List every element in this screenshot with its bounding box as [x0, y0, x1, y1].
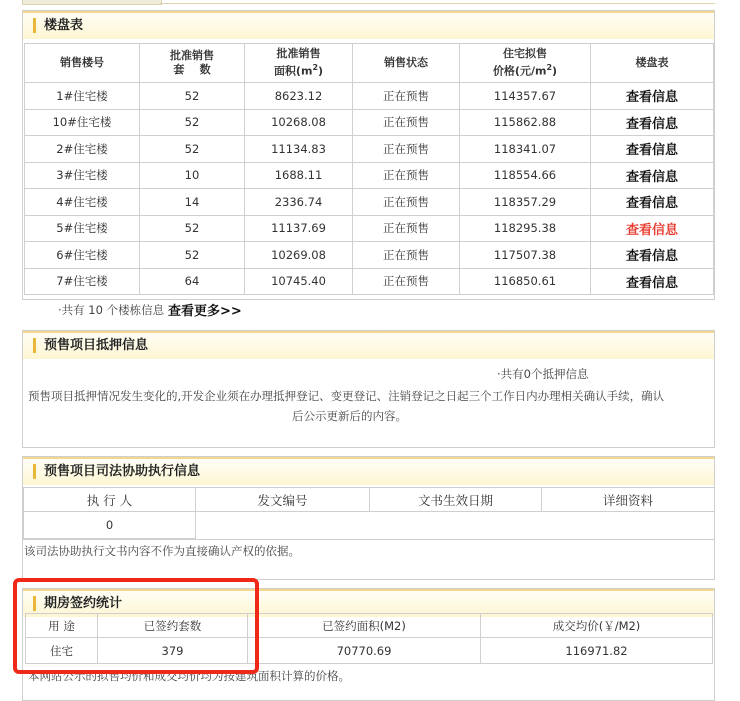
- judicial-table: [23, 487, 715, 539]
- judicial-note: 该司法协助执行文书内容不作为直接确认产权的依据。: [24, 544, 300, 558]
- loupan-cell-status: 正在预售: [353, 136, 460, 163]
- loupan-cell-building: 4#住宅楼: [25, 189, 140, 216]
- loupan-cell-status: 正在预售: [353, 83, 460, 110]
- top-divider: [160, 3, 715, 4]
- futures-col-area: 已签约面积(M2): [248, 614, 481, 638]
- loupan-cell-units: 52: [140, 136, 245, 163]
- view-info-link[interactable]: 查看信息: [591, 268, 714, 295]
- judicial-count: 0: [24, 512, 196, 539]
- judicial-col-detail: 详细资料: [542, 488, 715, 512]
- loupan-cell-status: 正在预售: [353, 215, 460, 242]
- loupan-cell-building: 6#住宅楼: [25, 242, 140, 269]
- loupan-cell-area: 11134.83: [245, 136, 353, 163]
- highlight-box: [13, 578, 259, 674]
- futures-units: 379: [98, 638, 248, 664]
- col-area-line2: 面积$(m^2)$: [273, 63, 324, 78]
- mortgage-title: 预售项目抵押信息: [33, 338, 148, 353]
- loupan-cell-units: 52: [140, 242, 245, 269]
- col-area-line1: 批准销售: [276, 47, 321, 61]
- loupan-row: [25, 242, 714, 269]
- loupan-cell-area: 8623.12: [245, 83, 353, 110]
- mortgage-header-bar: [23, 331, 714, 359]
- loupan-cell-price: 118295.38: [460, 215, 591, 242]
- col-loupan: 楼盘表: [591, 44, 714, 83]
- loupan-cell-building: 5#住宅楼: [25, 215, 140, 242]
- loupan-cell-area: 1688.11: [245, 162, 353, 189]
- col-price-line2: 价格(元$/m^2$): [492, 63, 558, 78]
- mortgage-count: ·共有0个抵押信息: [497, 367, 589, 381]
- loupan-cell-status: 正在预售: [353, 242, 460, 269]
- futures-col-units: 已签约套数: [98, 614, 248, 638]
- view-info-link[interactable]: 查看信息: [591, 83, 714, 110]
- view-info-link[interactable]: 查看信息: [591, 162, 714, 189]
- loupan-cell-area: 10269.08: [245, 242, 353, 269]
- loupan-cell-units: 10: [140, 162, 245, 189]
- loupan-cell-status: 正在预售: [353, 189, 460, 216]
- loupan-cell-price: 118554.66: [460, 162, 591, 189]
- futures-avg-price: 116971.82: [481, 638, 713, 664]
- loupan-title: 楼盘表: [33, 18, 83, 33]
- view-info-link[interactable]: 查看信息: [591, 189, 714, 216]
- loupan-cell-units: 52: [140, 109, 245, 136]
- loupan-cell-units: 52: [140, 215, 245, 242]
- loupan-row: [25, 162, 714, 189]
- col-building: 销售楼号: [25, 44, 140, 83]
- judicial-header-bar: [23, 457, 714, 485]
- loupan-header-bar: [23, 11, 714, 39]
- loupan-cell-units: 64: [140, 268, 245, 295]
- loupan-cell-status: 正在预售: [353, 268, 460, 295]
- loupan-row: [25, 268, 714, 295]
- loupan-cell-price: 116850.61: [460, 268, 591, 295]
- judicial-divider: [22, 539, 715, 540]
- loupan-table: [24, 43, 714, 295]
- loupan-cell-price: 114357.67: [460, 83, 591, 110]
- loupan-cell-building: 7#住宅楼: [25, 268, 140, 295]
- mortgage-notice-line1: 预售项目抵押情况发生变化的,开发企业须在办理抵押登记、变更登记、注销登记之日起三个工作日内办理相关确认手续，确认: [28, 389, 665, 403]
- more-link[interactable]: 查看更多>>: [168, 304, 242, 319]
- judicial-data-row: [24, 512, 715, 539]
- loupan-cell-building: 10#住宅楼: [25, 109, 140, 136]
- judicial-header-row: [24, 488, 715, 512]
- col-price-line1: 住宅拟售: [503, 47, 547, 61]
- futures-area: 70770.69: [248, 638, 481, 664]
- loupan-cell-price: 118341.07: [460, 136, 591, 163]
- loupan-cell-building: 1#住宅楼: [25, 83, 140, 110]
- top-tab-remnant: [22, 0, 162, 5]
- loupan-cell-price: 117507.38: [460, 242, 591, 269]
- col-status: 销售状态: [353, 44, 460, 83]
- view-info-link[interactable]: 查看信息: [591, 109, 714, 136]
- loupan-cell-area: 10268.08: [245, 109, 353, 136]
- judicial-col-doc-no: 发文编号: [196, 488, 370, 512]
- loupan-header-row: [25, 44, 714, 83]
- loupan-cell-area: 10745.40: [245, 268, 353, 295]
- futures-use: 住宅: [26, 638, 98, 664]
- col-units-line1: 批准销售: [170, 49, 214, 62]
- loupan-row: [25, 215, 714, 242]
- col-units-line2: 套 数: [173, 63, 211, 76]
- view-info-link[interactable]: 查看信息: [591, 136, 714, 163]
- view-info-link[interactable]: 查看信息: [591, 242, 714, 269]
- loupan-cell-area: 2336.74: [245, 189, 353, 216]
- view-info-link[interactable]: 查看信息: [591, 215, 714, 242]
- futures-col-use: 用 途: [26, 614, 98, 638]
- judicial-col-executor: 执 行 人: [24, 488, 196, 512]
- loupan-cell-price: 115862.88: [460, 109, 591, 136]
- loupan-row: [25, 83, 714, 110]
- loupan-cell-area: 11137.69: [245, 215, 353, 242]
- col-area: [245, 44, 353, 83]
- loupan-cell-building: 3#住宅楼: [25, 162, 140, 189]
- futures-title: 期房签约统计: [33, 596, 122, 611]
- loupan-row: [25, 136, 714, 163]
- loupan-cell-price: 118357.29: [460, 189, 591, 216]
- futures-note: 本网站公示的拟售均价和成交均价均为按建筑面积计算的价格。: [28, 669, 350, 683]
- col-price: [460, 44, 591, 83]
- loupan-cell-building: 2#住宅楼: [25, 136, 140, 163]
- loupan-cell-units: 52: [140, 83, 245, 110]
- futures-col-price: 成交均价(￥/M2): [481, 614, 713, 638]
- loupan-row: [25, 109, 714, 136]
- col-units: [140, 44, 245, 83]
- loupan-cell-status: 正在预售: [353, 109, 460, 136]
- judicial-col-date: 文书生效日期: [370, 488, 542, 512]
- loupan-cell-units: 14: [140, 189, 245, 216]
- mortgage-notice-line2: 后公示更新后的内容。: [292, 409, 407, 423]
- loupan-row: [25, 189, 714, 216]
- judicial-title: 预售项目司法协助执行信息: [33, 464, 200, 479]
- loupan-cell-status: 正在预售: [353, 162, 460, 189]
- loupan-total: ·共有 10 个楼栋信息: [58, 303, 165, 317]
